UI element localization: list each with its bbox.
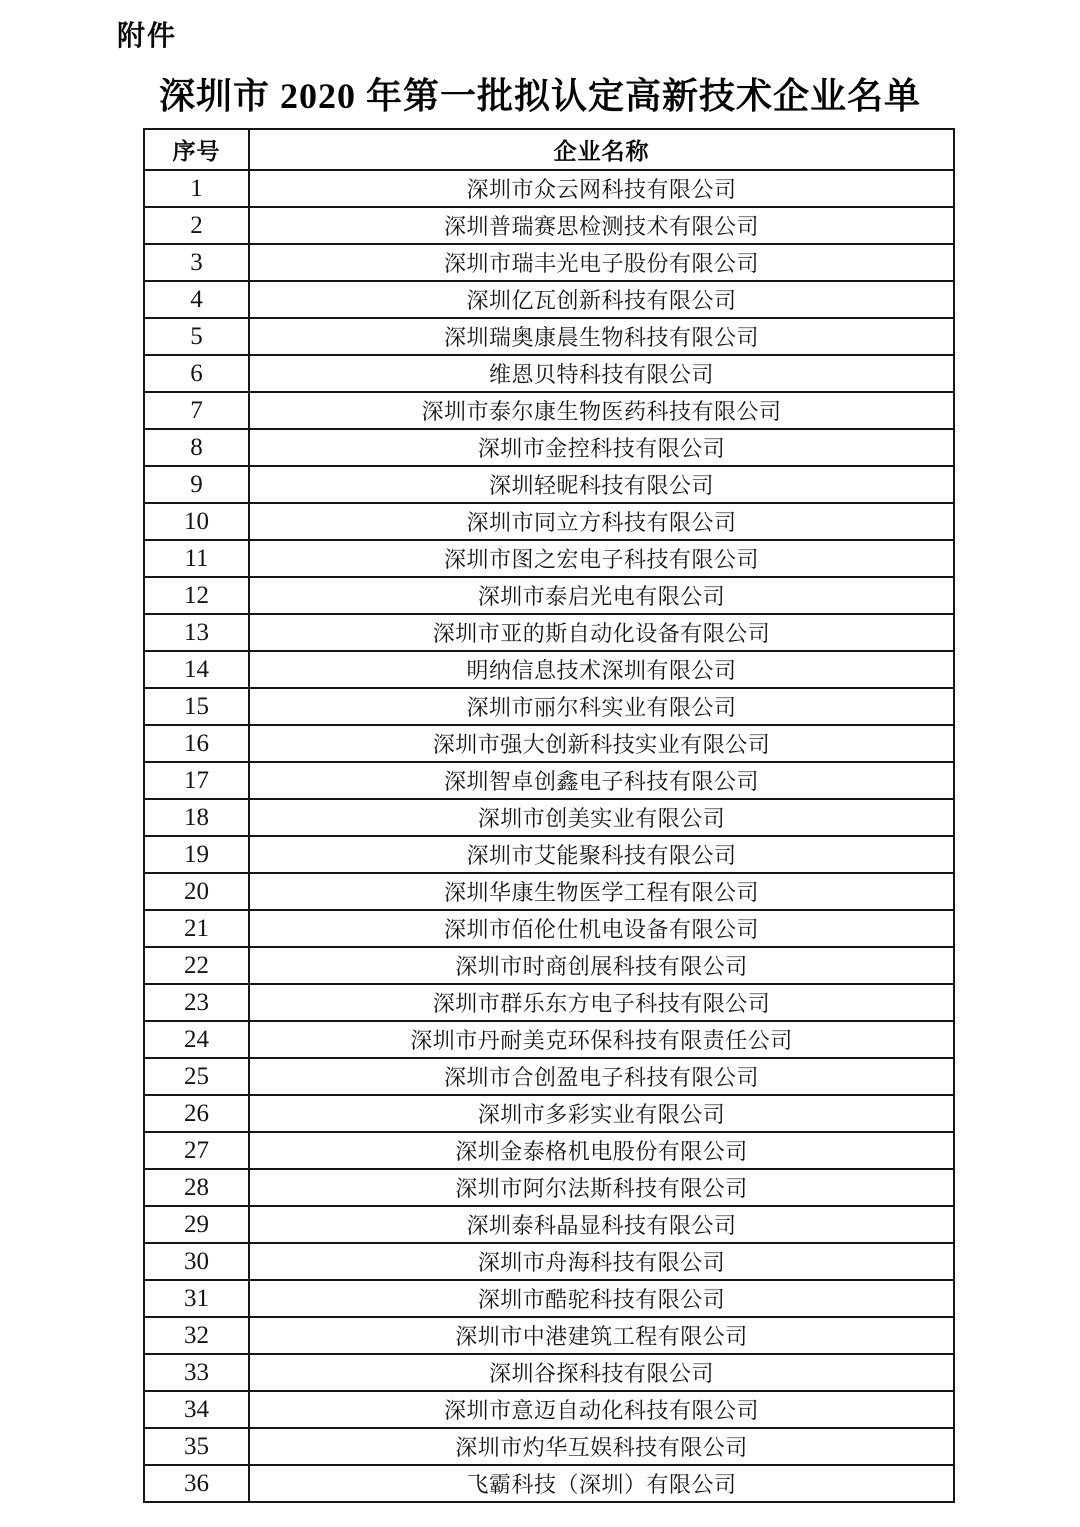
- row-company-name-cell: 飞霸科技（深圳）有限公司: [249, 1465, 954, 1502]
- row-company-name-cell: 深圳亿瓦创新科技有限公司: [249, 281, 954, 318]
- table-row: [144, 1169, 954, 1206]
- row-company-name-cell: 明纳信息技术深圳有限公司: [249, 651, 954, 688]
- row-seq-cell: 5: [144, 318, 249, 355]
- row-company-name-cell: 深圳市中港建筑工程有限公司: [249, 1317, 954, 1354]
- row-seq-cell: 28: [144, 1169, 249, 1206]
- row-company-name-cell: 深圳市众云网科技有限公司: [249, 170, 954, 207]
- row-seq-cell: 35: [144, 1428, 249, 1465]
- table-row: [144, 651, 954, 688]
- row-company-name-cell: 深圳市泰启光电有限公司: [249, 577, 954, 614]
- row-seq-cell: 13: [144, 614, 249, 651]
- row-seq-cell: 15: [144, 688, 249, 725]
- table-row: [144, 947, 954, 984]
- row-seq-cell: 6: [144, 355, 249, 392]
- table-row: [144, 318, 954, 355]
- row-company-name-cell: 深圳市多彩实业有限公司: [249, 1095, 954, 1132]
- table-row: [144, 429, 954, 466]
- table-row: [144, 170, 954, 207]
- table-row: [144, 1206, 954, 1243]
- row-seq-cell: 25: [144, 1058, 249, 1095]
- company-table: [143, 128, 955, 1503]
- table-row: [144, 540, 954, 577]
- table-row: [144, 207, 954, 244]
- row-seq-cell: 17: [144, 762, 249, 799]
- row-company-name-cell: 深圳泰科晶显科技有限公司: [249, 1206, 954, 1243]
- table-row: [144, 355, 954, 392]
- row-company-name-cell: 深圳市同立方科技有限公司: [249, 503, 954, 540]
- row-seq-cell: 31: [144, 1280, 249, 1317]
- row-seq-cell: 21: [144, 910, 249, 947]
- row-seq-cell: 2: [144, 207, 249, 244]
- row-company-name-cell: 深圳市亚的斯自动化设备有限公司: [249, 614, 954, 651]
- table-row: [144, 1095, 954, 1132]
- table-row: [144, 1391, 954, 1428]
- row-seq-cell: 33: [144, 1354, 249, 1391]
- table-row: [144, 836, 954, 873]
- table-row: [144, 392, 954, 429]
- row-seq-cell: 3: [144, 244, 249, 281]
- row-company-name-cell: 深圳市图之宏电子科技有限公司: [249, 540, 954, 577]
- table-row: [144, 503, 954, 540]
- row-seq-cell: 9: [144, 466, 249, 503]
- row-seq-cell: 14: [144, 651, 249, 688]
- row-company-name-cell: 深圳轻昵科技有限公司: [249, 466, 954, 503]
- row-company-name-cell: 深圳智卓创鑫电子科技有限公司: [249, 762, 954, 799]
- row-seq-cell: 19: [144, 836, 249, 873]
- table-row: [144, 762, 954, 799]
- row-seq-cell: 7: [144, 392, 249, 429]
- row-seq-cell: 10: [144, 503, 249, 540]
- row-company-name-cell: 深圳市群乐东方电子科技有限公司: [249, 984, 954, 1021]
- row-seq-cell: 22: [144, 947, 249, 984]
- row-company-name-cell: 深圳瑞奥康晨生物科技有限公司: [249, 318, 954, 355]
- row-seq-cell: 36: [144, 1465, 249, 1502]
- row-company-name-cell: 深圳市艾能聚科技有限公司: [249, 836, 954, 873]
- row-seq-cell: 16: [144, 725, 249, 762]
- row-company-name-cell: 深圳市创美实业有限公司: [249, 799, 954, 836]
- row-company-name-cell: 深圳普瑞赛思检测技术有限公司: [249, 207, 954, 244]
- row-company-name-cell: 深圳市意迈自动化科技有限公司: [249, 1391, 954, 1428]
- table-row: [144, 1428, 954, 1465]
- row-seq-cell: 29: [144, 1206, 249, 1243]
- row-company-name-cell: 深圳市丽尔科实业有限公司: [249, 688, 954, 725]
- attachment-label: 附件: [117, 20, 178, 51]
- row-company-name-cell: 深圳市泰尔康生物医药科技有限公司: [249, 392, 954, 429]
- table-row: [144, 1058, 954, 1095]
- table-row: [144, 799, 954, 836]
- row-company-name-cell: 深圳谷探科技有限公司: [249, 1354, 954, 1391]
- row-seq-cell: 27: [144, 1132, 249, 1169]
- row-company-name-cell: 深圳市灼华互娱科技有限公司: [249, 1428, 954, 1465]
- column-header-seq: 序号: [144, 129, 249, 170]
- table-row: [144, 1354, 954, 1391]
- table-body: [144, 170, 954, 1502]
- row-company-name-cell: 深圳市酷驼科技有限公司: [249, 1280, 954, 1317]
- row-seq-cell: 18: [144, 799, 249, 836]
- row-seq-cell: 24: [144, 1021, 249, 1058]
- table-row: [144, 910, 954, 947]
- row-company-name-cell: 深圳市阿尔法斯科技有限公司: [249, 1169, 954, 1206]
- row-seq-cell: 32: [144, 1317, 249, 1354]
- row-company-name-cell: 深圳市佰伦仕机电设备有限公司: [249, 910, 954, 947]
- table-header-row: [144, 129, 954, 170]
- table-row: [144, 1132, 954, 1169]
- column-header-company-name: 企业名称: [249, 129, 954, 170]
- row-company-name-cell: 深圳市强大创新科技实业有限公司: [249, 725, 954, 762]
- row-seq-cell: 30: [144, 1243, 249, 1280]
- table-row: [144, 873, 954, 910]
- table-row: [144, 984, 954, 1021]
- row-company-name-cell: 深圳市金控科技有限公司: [249, 429, 954, 466]
- table-row: [144, 577, 954, 614]
- row-seq-cell: 8: [144, 429, 249, 466]
- row-company-name-cell: 深圳市合创盈电子科技有限公司: [249, 1058, 954, 1095]
- table-row: [144, 614, 954, 651]
- table-row: [144, 688, 954, 725]
- row-seq-cell: 20: [144, 873, 249, 910]
- table-row: [144, 725, 954, 762]
- table-row: [144, 1280, 954, 1317]
- table-row: [144, 281, 954, 318]
- table-row: [144, 1317, 954, 1354]
- table-row: [144, 1021, 954, 1058]
- row-company-name-cell: 维恩贝特科技有限公司: [249, 355, 954, 392]
- row-seq-cell: 4: [144, 281, 249, 318]
- row-company-name-cell: 深圳市时商创展科技有限公司: [249, 947, 954, 984]
- page-title: 深圳市 2020 年第一批拟认定高新技术企业名单: [158, 76, 921, 116]
- row-seq-cell: 11: [144, 540, 249, 577]
- row-company-name-cell: 深圳华康生物医学工程有限公司: [249, 873, 954, 910]
- row-company-name-cell: 深圳金泰格机电股份有限公司: [249, 1132, 954, 1169]
- row-seq-cell: 23: [144, 984, 249, 1021]
- table-row: [144, 466, 954, 503]
- table-row: [144, 244, 954, 281]
- row-seq-cell: 1: [144, 170, 249, 207]
- row-seq-cell: 34: [144, 1391, 249, 1428]
- row-company-name-cell: 深圳市丹耐美克环保科技有限责任公司: [249, 1021, 954, 1058]
- table-row: [144, 1243, 954, 1280]
- row-company-name-cell: 深圳市瑞丰光电子股份有限公司: [249, 244, 954, 281]
- row-seq-cell: 12: [144, 577, 249, 614]
- row-seq-cell: 26: [144, 1095, 249, 1132]
- row-company-name-cell: 深圳市舟海科技有限公司: [249, 1243, 954, 1280]
- table-row: [144, 1465, 954, 1502]
